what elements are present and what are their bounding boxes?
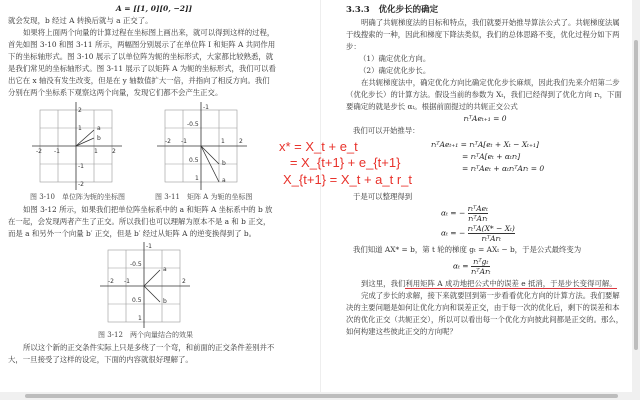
- vector-b: [76, 138, 94, 146]
- tick-label: -1: [146, 243, 152, 250]
- figure-3-12-block: [8, 242, 320, 340]
- tick-label: 1: [138, 315, 142, 322]
- figure-caption: 图 3-10 单位阵为轭的坐标图: [30, 193, 125, 201]
- handwritten-annotation-line: X_{t+1} = X_t + a_t r_t: [283, 172, 413, 187]
- text-line: 就会发现，b 经过 A 转换后就与 a 正交了。: [8, 16, 153, 25]
- equation: rₜᵀAeₜ₊₁ = rₜᵀA[eₜ + Xₜ − Xₜ₊₁]: [431, 140, 539, 149]
- tick-label: -1: [203, 104, 209, 111]
- tick-label: -0.5: [130, 261, 142, 268]
- handwritten-annotation: [279, 139, 424, 189]
- tick-label: -1: [78, 163, 84, 170]
- figure-row: [8, 102, 320, 202]
- tick-label: 1: [94, 148, 98, 155]
- tick-label: 0.5: [132, 297, 142, 304]
- figure-3-11: [155, 102, 255, 192]
- tick-label: -2: [165, 138, 171, 145]
- handwritten-annotation-line: = X_{t+1} + e_{t+1}: [279, 155, 401, 170]
- figure-3-10: [30, 102, 130, 192]
- tick-label: 2: [239, 138, 243, 145]
- tick-label: -2: [36, 148, 42, 155]
- tick-label: -2: [108, 278, 114, 285]
- figure-3-12: [98, 242, 198, 330]
- tick-label: -2: [78, 181, 84, 188]
- equation: rₜᵀAeₜ₊₁ = 0: [463, 114, 507, 123]
- tick-label: 1: [195, 175, 199, 182]
- axes: [32, 102, 122, 190]
- tick-label: -1: [124, 278, 130, 285]
- vertical-scrollbar-thumb[interactable]: [634, 40, 638, 350]
- equation-alpha-3: αₜ = $\frac{\text{rₜᵀgₜ}}{\text{rₜᵀArₜ}}$: [453, 257, 491, 276]
- vector-label: b: [163, 298, 167, 305]
- vector-label: a: [163, 266, 167, 273]
- tick-label: 2: [182, 278, 186, 285]
- section-number: 3.3.3: [346, 5, 370, 15]
- handwritten-annotation-line: x* = X_t + e_t: [279, 139, 358, 154]
- tick-label: -1: [54, 148, 60, 155]
- vector-label: a: [97, 125, 101, 132]
- vertical-scrollbar[interactable]: [632, 0, 640, 392]
- section-heading: [346, 4, 632, 17]
- equation-alpha-2: αₜ = − $\frac{\text{rₜᵀA(X* − Xₜ)}}{\text{rₜᵀArₜ}}$: [441, 224, 515, 243]
- figure-caption: 图 3-12 两个向量结合的效果: [98, 331, 193, 339]
- derivation-block: [279, 139, 632, 189]
- step-item: （2）确定优化步长。: [359, 66, 431, 75]
- red-underline-highlight: 利用矩阵 A 成功地把公式中的误差 e 抵消，于是步长变得可解。: [405, 279, 617, 288]
- equation: = rₜᵀA[eₜ + αₜrₜ]: [462, 152, 521, 161]
- text-line: 于是可以整理得到: [353, 192, 413, 201]
- paragraph: 所以这个新的正交条件实际上只是多绕了一个弯，和前面的正交条件差别并不大，一旦接受了这样的设定，下面的内容就很好理解了。: [8, 343, 275, 364]
- figure-3-11-block: [155, 102, 255, 202]
- tick-label: 1: [221, 138, 225, 145]
- right-page: [279, 0, 632, 392]
- tick-label: -0.5: [187, 121, 199, 128]
- text-line: 我们可以开始推导：: [353, 126, 420, 135]
- tick-label: 2: [78, 107, 82, 114]
- tick-label: -1: [181, 138, 187, 145]
- vector-a: [76, 130, 94, 146]
- tick-label: 2: [112, 148, 116, 155]
- vector-b: [201, 146, 219, 164]
- equation: = rₜᵀAeₜ + αₜrₜᵀArₜ = 0: [462, 164, 545, 173]
- conclusion-line: 到这里，我们利用矩阵 A 成功地把公式中的误差 e 抵消，于是步长变得可解。: [361, 279, 617, 288]
- vector-a: [144, 270, 160, 286]
- paragraph: 如图 3-12 所示，如果我们把单位阵坐标系中的 a 和矩阵 A 坐标系中的 b 放在一起，会发现两者产生了正交。所以我们也可以理解为原本不是 a 和 b 正交，而是 a 和另外一个向量 b′ 正交，但是 b′ 经过从矩阵 A 的逆变换得到了 b。: [8, 205, 273, 238]
- text-line: 我们知道 AX* = b，第 t 轮的梯度 gₜ = AXₜ − b，于是公式最终变为: [353, 245, 582, 254]
- paragraph: 在共轭梯度法中，确定优化方向比确定优化步长麻烦，因此我们先来介绍第二步（优化步长）的计算方法。假设当前的参数为 Xₜ，我们已经得到了优化方向 rₜ，下面要确定的就是步长 αₜ。根据前面提过的共轭正交公式: [346, 78, 622, 111]
- section-title: 优化步长的确定: [378, 5, 439, 15]
- left-page: [0, 0, 320, 392]
- step-item: （1）确定优化方向。: [359, 54, 431, 63]
- tick-label: 1: [78, 125, 82, 132]
- paragraph: 如果将上面两个向量的计算过程在坐标图上画出来，就可以得到这样的过程，首先如图 3-10 和图 3-11 所示，两幅图分别展示了在单位阵 I 和矩阵 A 共同作用下的坐标轴形式。图 3-10 展示了以单位阵为轭的坐标形式，大家都比较熟悉，就是我们常见的坐标轴形式。图 3-11 展示了以矩阵 A 为轭的坐标形式，我们可以看出它在 x 轴没有发生改变，但是在 y 轴数值扩大一倍，并指向了相反方向。我们分别在两个坐标系下观察这两个向量，发现它们都不会产生正交。: [8, 28, 276, 97]
- paragraph: 完成了步长的求解，接下来就要回到第一步看看优化方向的计算方法。我们要解决的主要问题是如何让优化方向和误差正交，由于每一次的优化后，剩下的误差和本次的优化正交（共轭正交），所以可以看出每一个优化方向彼此间都是正交的。那么，如何构建这些彼此正交的方向呢？: [346, 291, 624, 336]
- horizontal-scrollbar-thumb[interactable]: [25, 394, 618, 398]
- vector-label: a: [222, 177, 226, 184]
- equation-alpha-1: αₜ = − $\frac{\text{rₜᵀAeₜ}}{\text{rₜᵀArₜ}}$: [441, 204, 488, 223]
- figure-3-10-block: [30, 102, 130, 202]
- figure-caption: 图 3-11 矩阵 A 为轭的坐标图: [155, 193, 253, 201]
- paragraph: 明确了共轭梯度法的目标和特点，我们就要开始推导算法公式了。共轭梯度法属于线搜索的一种，因此和梯度下降法类似，我们的总体思路不变，优化过程分如下两步：: [346, 18, 620, 51]
- vector-label: b: [222, 160, 226, 167]
- vector-label: b: [97, 135, 101, 142]
- matrix-formula: A = [[1, 0][0, −2]]: [115, 4, 193, 13]
- horizontal-scrollbar[interactable]: [0, 392, 640, 400]
- vector-b: [144, 286, 160, 302]
- tick-label: 0.5: [189, 157, 199, 164]
